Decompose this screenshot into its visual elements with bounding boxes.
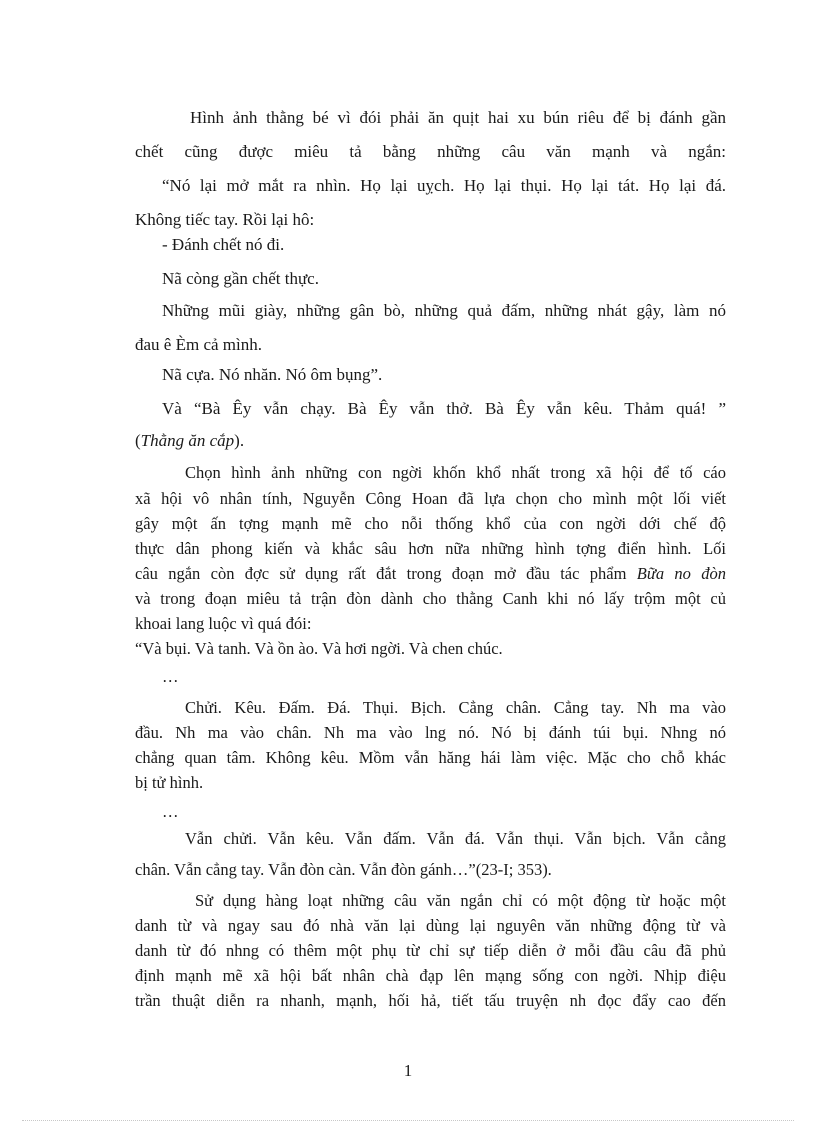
text-line: chẳng quan tâm. Không kêu. Mồm vẫn hăng hái làm việc. Mặc cho chỗ khác: [135, 748, 726, 767]
paren-close: ).: [234, 431, 245, 450]
text-line: danh từ và ngay sau đó nhà văn lại dùng lại nguyên văn những động từ và: [135, 916, 726, 935]
text-line: [135, 563, 726, 585]
text-line: “Nó lại mở mắt ra nhìn. Họ lại uỵch. Họ lại thụi. Họ lại tát. Họ lại đá.: [162, 176, 726, 195]
text-segment: câu ngắn còn đợc sử dụng rất đắt trong đoạn mở đầu tác phẩm: [135, 564, 637, 583]
text-line: chết cũng được miêu tả bằng những câu văn mạnh và ngắn:: [135, 142, 726, 161]
text-line: và trong đoạn miêu tả trận đòn dành cho thằng Canh khi nó lấy trộm một củ: [135, 589, 726, 608]
text-line: khoai lang luộc vì quá đói:: [135, 614, 312, 633]
text-line: chân. Vẫn cẳng tay. Vẫn đòn càn. Vẫn đòn gánh…”(23-I; 353).: [135, 860, 552, 879]
text-line: …: [162, 667, 179, 686]
text-line: [135, 430, 726, 452]
text-line: Nã còng gần chết thực.: [162, 269, 319, 288]
text-line: Vẫn chửi. Vẫn kêu. Vẫn đấm. Vẫn đá. Vẫn thụi. Vẫn bịch. Vẫn cẳng: [185, 829, 726, 848]
text-line: gây một ấn tợng mạnh mẽ cho nỗi thống khổ của con ngời dới chế độ: [135, 514, 726, 533]
work-title: Thằng ăn cắp: [140, 431, 235, 450]
text-line: Những mũi giày, những gân bò, những quả đấm, những nhát gậy, làm nó: [162, 301, 726, 320]
text-line: Sử dụng hàng loạt những câu văn ngắn chỉ có một động từ hoặc một: [195, 891, 726, 910]
text-line: đầu. Nh ma vào chân. Nh ma vào lng nó. Nó bị đánh túi bụi. Nhng nó: [135, 723, 726, 742]
text-line: xã hội vô nhân tính, Nguyễn Công Hoan đã lựa chọn cho mình một lối viết: [135, 489, 726, 508]
text-line: danh từ đó nhng có thêm một phụ từ chỉ sự tiếp diễn ở mỗi đầu câu đã phủ: [135, 941, 726, 960]
text-line: thực dân phong kiến và khắc sâu hơn nữa những hình tợng điển hình. Lối: [135, 539, 726, 558]
text-line: định mạnh mẽ xã hội bất nhân chà đạp lên mạng sống con ngời. Nhịp điệu: [135, 966, 726, 985]
work-title: Bữa no đòn: [636, 564, 726, 583]
text-line: …: [162, 802, 179, 821]
text-line: trần thuật diễn ra nhanh, mạnh, hối hả, tiết tấu truyện nh đọc đẩy cao đến: [135, 991, 726, 1010]
text-line: bị tử hình.: [135, 773, 204, 792]
paren-open: (: [135, 431, 141, 450]
text-line: Hình ảnh thằng bé vì đói phải ăn quịt hai xu bún riêu để bị đánh gần: [190, 108, 726, 127]
text-line: Và “Bà Êy vẫn chạy. Bà Êy vẫn thở. Bà Êy vẫn kêu. Thảm quá! ”: [162, 399, 726, 418]
text-line: Chọn hình ảnh những con ngời khốn khổ nhất trong xã hội để tố cáo: [185, 463, 726, 482]
page-number: 1: [403, 1061, 413, 1080]
text-line: Chửi. Kêu. Đấm. Đá. Thụi. Bịch. Cẳng chân. Cẳng tay. Nh ma vào: [185, 698, 726, 717]
page-bottom-divider: [22, 1120, 794, 1121]
text-line: Không tiếc tay. Rồi lại hô:: [135, 210, 315, 229]
text-line: - Đánh chết nó đi.: [162, 235, 285, 254]
text-line: đau ê Èm cả mình.: [135, 335, 262, 354]
text-line: Nã cựa. Nó nhăn. Nó ôm bụng”.: [162, 365, 383, 384]
text-line: “Và bụi. Và tanh. Và ồn ào. Và hơi ngời. Và chen chúc.: [135, 639, 503, 658]
